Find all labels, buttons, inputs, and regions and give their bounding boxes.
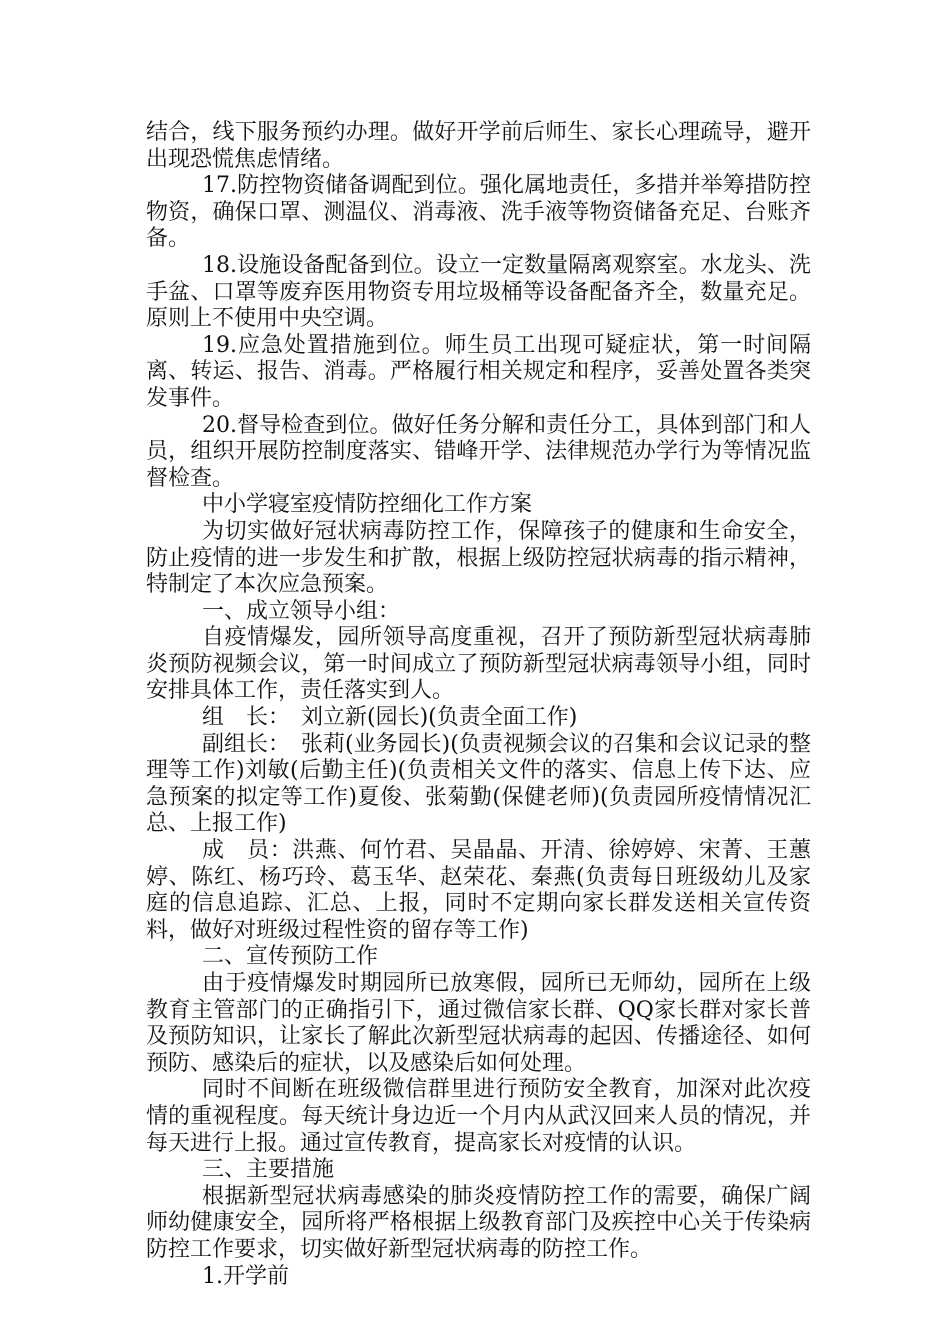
paragraph-item-18: 18.设施设备配备到位。设立一定数量隔离观察室。水龙头、洗手盆、口罩等废弃医用物资专用垃圾桶等设备配备齐全，数量充足。原则上不使用中央空调。: [146, 252, 811, 332]
paragraph-main-measures: 根据新型冠状病毒感染的肺炎疫情防控工作的需要，确保广阔师幼健康安全，园所将严格根据上级教育部门及疾控中心关于传染病防控工作要求，切实做好新型冠状病毒的防控工作。: [146, 1183, 811, 1262]
paragraph-publicity: 由于疫情爆发时期园所已放寒假，园所已无师幼，园所在上级教育主管部门的正确指引下，通过微信家长群、QQ家长群对家长普及预防知识，让家长了解此次新型冠状病毒的起因、传播途径、如何预防、感染后的症状，以及感染后如何处理。: [146, 971, 811, 1076]
paragraph-item-20: 20.督导检查到位。做好任务分解和责任分工，具体到部门和人员，组织开展防控制度落实、错峰开学、法律规范办学行为等情况监督检查。: [146, 412, 811, 491]
heading-publicity: 二、宣传预防工作: [202, 944, 379, 970]
heading-main-measures: 三、主要措施: [202, 1157, 335, 1183]
heading-before-school: 1.开学前: [202, 1263, 289, 1289]
paragraph-publicity-continued: 同时不间断在班级微信群里进行预防安全教育，加深对此次疫情的重视程度。每天统计身边近一个月内从武汉回来人员的情况，并每天进行上报。通过宣传教育，提高家长对疫情的认识。: [146, 1077, 811, 1156]
document-body: [146, 120, 811, 1290]
section-title: 中小学寝室疫情防控细化工作方案: [202, 492, 533, 518]
paragraph-leadership: 自疫情爆发，园所领导高度重视，召开了预防新型冠状病毒肺炎预防视频会议，第一时间成立了预防新型冠状病毒领导小组，同时安排具体工作，责任落实到人。: [146, 625, 811, 704]
paragraph-deputy-leaders: 副组长： 张莉(业务园长)(负责视频会议的召集和会议记录的整理等工作)刘敏(后勤主任)(负责相关文件的落实、信息上传下达、应急预案的拟定等工作)夏俊、张菊勤(保健老师)(负责园所疫情情况汇总、上报工作): [146, 731, 811, 837]
paragraph-purpose: 为切实做好冠状病毒防控工作，保障孩子的健康和生命安全，防止疫情的进一步发生和扩散，根据上级防控冠状病毒的指示精神，特制定了本次应急预案。: [146, 518, 811, 598]
heading-leadership-group: 一、成立领导小组：: [202, 598, 401, 624]
paragraph-intro-continuation: 结合，线下服务预约办理。做好开学前后师生、家长心理疏导，避开出现恐慌焦虑情绪。: [146, 120, 811, 172]
paragraph-group-leader: 组 长： 刘立新(园长)(负责全面工作): [202, 705, 578, 731]
paragraph-item-19: 19.应急处置措施到位。师生员工出现可疑症状，第一时间隔离、转运、报告、消毒。严格履行相关规定和程序，妥善处置各类突发事件。: [146, 332, 811, 411]
paragraph-item-17: 17.防控物资储备调配到位。强化属地责任，多措并举筹措防控物资，确保口罩、测温仪、消毒液、洗手液等物资储备充足、台账齐备。: [146, 173, 811, 252]
paragraph-members: 成 员：洪燕、何竹君、吴晶晶、开清、徐婷婷、宋菁、王蕙婷、陈红、杨巧玲、葛玉华、赵荣花、秦燕(负责每日班级幼儿及家庭的信息追踪、汇总、上报，同时不定期向家长群发送相关宣传资料，做好对班级过程性资的留存等工作): [146, 838, 811, 943]
